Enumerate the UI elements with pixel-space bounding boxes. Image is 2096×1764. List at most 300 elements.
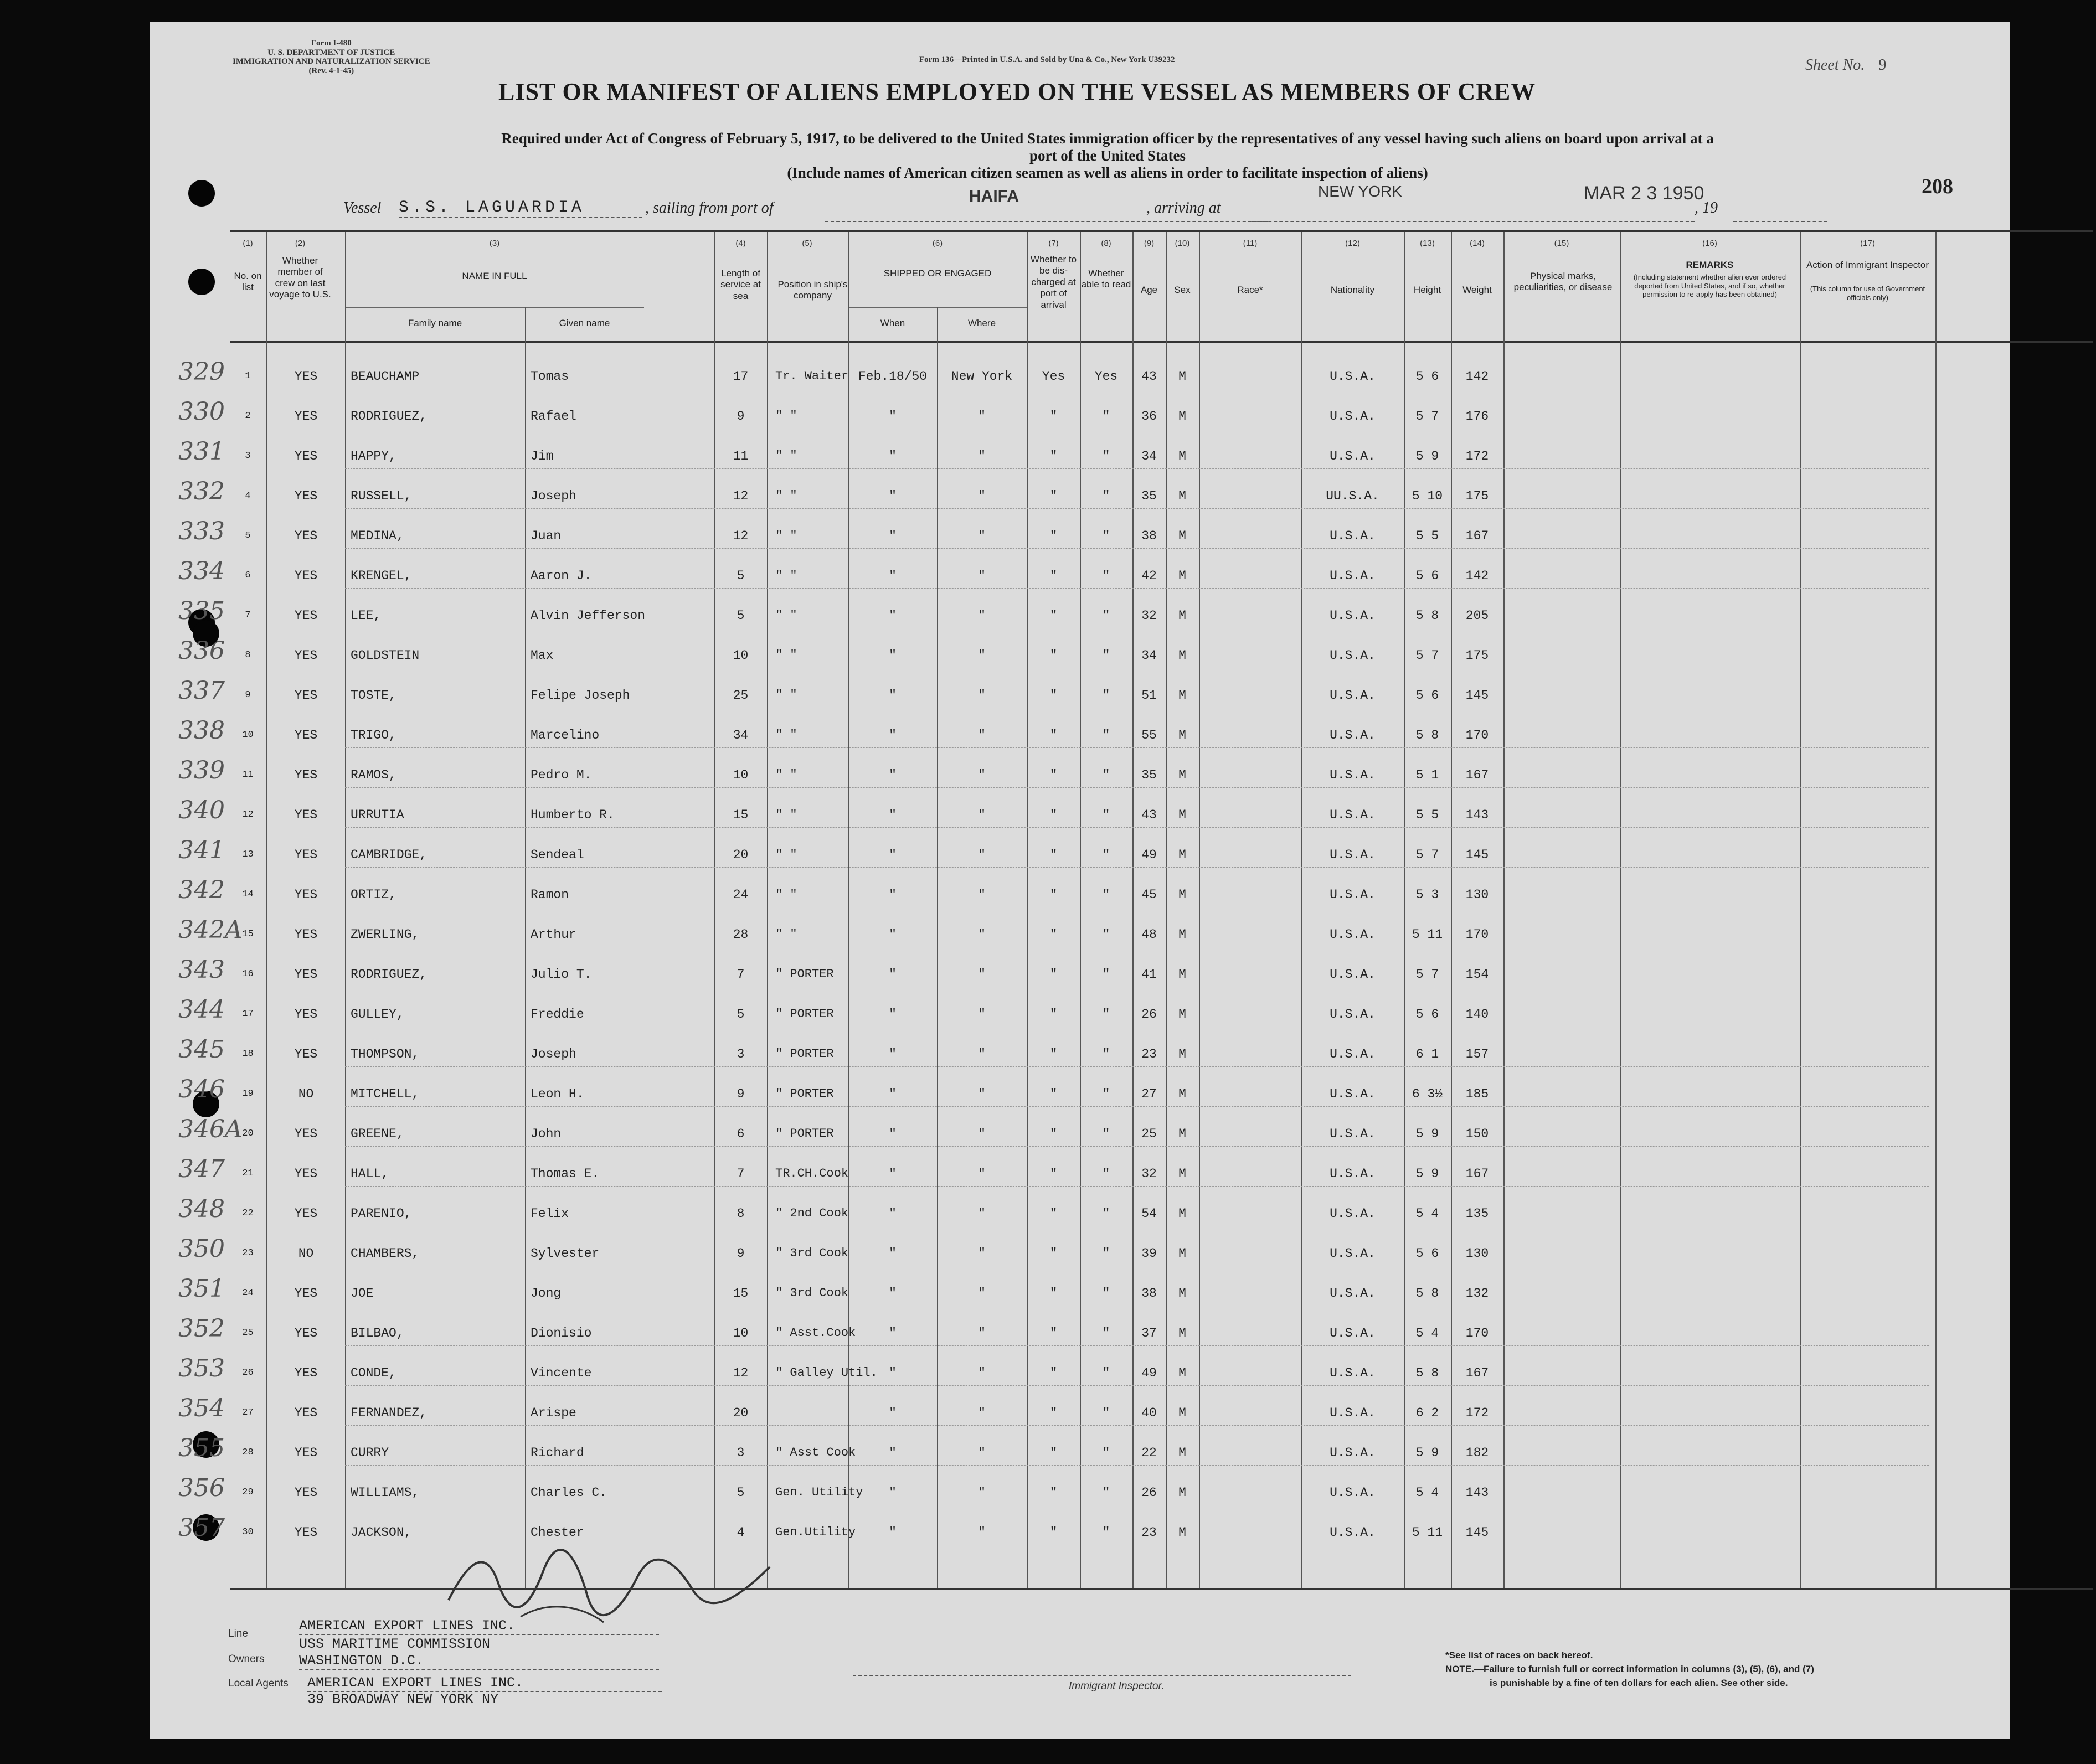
cell-family: HALL, bbox=[351, 1167, 389, 1181]
cell-where: " bbox=[978, 489, 986, 503]
subtitle-line-2: port of the United States bbox=[1029, 147, 1186, 164]
cell-when: " bbox=[889, 1406, 897, 1420]
cell-where: " bbox=[978, 1007, 986, 1022]
cell-age: 42 bbox=[1141, 569, 1157, 583]
cell-position: " PORTER bbox=[775, 967, 834, 981]
year-underline bbox=[1733, 202, 1827, 222]
col-num-5: (5) bbox=[802, 239, 812, 248]
cell-service: 7 bbox=[737, 967, 745, 982]
cell-nat: U.S.A. bbox=[1330, 768, 1376, 782]
cell-nat: U.S.A. bbox=[1330, 967, 1376, 982]
cell-disch: " bbox=[1049, 967, 1058, 982]
agents-value-1: AMERICAN EXPORT LINES INC. bbox=[307, 1675, 662, 1692]
handwritten-ref-number: 336 bbox=[178, 637, 225, 665]
subtitle-line-1: Required under Act of Congress of February 5, 1917, to be delivered to the United States immigration officer by the representatives of any vessel having such aliens on board upon arrival at a bbox=[501, 130, 1714, 147]
cell-sex: M bbox=[1178, 1406, 1186, 1420]
cell-given: Rafael bbox=[531, 409, 576, 424]
cell-crew: YES bbox=[294, 967, 318, 982]
cell-when: " bbox=[889, 1047, 897, 1061]
cell-when: " bbox=[889, 569, 897, 583]
cell-position: " " bbox=[775, 927, 797, 941]
cell-nat: U.S.A. bbox=[1330, 1127, 1376, 1141]
port-of-departure: HAIFA bbox=[969, 187, 1019, 205]
cell-disch: " bbox=[1049, 409, 1058, 424]
cell-family: KRENGEL, bbox=[351, 569, 412, 583]
cell-when: " bbox=[889, 768, 897, 782]
cell-given: Arispe bbox=[531, 1406, 576, 1420]
cell-given: Charles C. bbox=[531, 1486, 607, 1500]
cell-given: Felix bbox=[531, 1206, 569, 1221]
handwritten-ref-number: 343 bbox=[178, 956, 225, 984]
cell-age: 43 bbox=[1141, 808, 1157, 822]
cell-family: RODRIGUEZ, bbox=[351, 967, 428, 982]
agents-label: Local Agents bbox=[228, 1678, 289, 1689]
col-header-remarks-detail: (Including statement whether alien ever ordered deported from United States, and if so, whether permission to re-apply has been obtained) bbox=[1633, 273, 1786, 299]
penalty-note-1: NOTE.—Failure to furnish full or correct information in columns (3), (5), (6), and (7) bbox=[1445, 1664, 1814, 1674]
handwritten-ref-number: 344 bbox=[178, 996, 225, 1024]
cell-read: " bbox=[1102, 1286, 1110, 1301]
cell-sex: M bbox=[1178, 888, 1186, 902]
cell-family: ZWERLING, bbox=[351, 927, 420, 942]
cell-read: " bbox=[1102, 688, 1110, 703]
cell-position: Gen.Utility bbox=[775, 1525, 856, 1539]
table-row bbox=[230, 516, 2093, 556]
handwritten-ref-number: 332 bbox=[178, 477, 225, 506]
table-row bbox=[230, 636, 2093, 675]
cell-disch: " bbox=[1049, 529, 1058, 543]
cell-crew: YES bbox=[294, 409, 318, 424]
cell-sex: M bbox=[1178, 1525, 1186, 1540]
cell-disch: " bbox=[1049, 688, 1058, 703]
cell-age: 26 bbox=[1141, 1486, 1157, 1500]
col-header-shipped: SHIPPED OR ENGAGED bbox=[883, 268, 992, 278]
line-value: AMERICAN EXPORT LINES INC. bbox=[299, 1618, 659, 1635]
cell-weight: 142 bbox=[1465, 569, 1489, 583]
handwritten-ref-number: 353 bbox=[178, 1354, 225, 1383]
col-header-position: Position in ship's company bbox=[777, 279, 848, 301]
cell-family: GOLDSTEIN bbox=[351, 648, 420, 663]
col-num-1: (1) bbox=[243, 239, 253, 248]
cell-read: " bbox=[1102, 1206, 1110, 1221]
cell-crew: YES bbox=[294, 808, 318, 822]
row-rule bbox=[345, 1106, 1929, 1107]
cell-age: 39 bbox=[1141, 1246, 1157, 1261]
cell-read: " bbox=[1102, 1127, 1110, 1141]
cell-crew: YES bbox=[294, 848, 318, 862]
cell-disch: " bbox=[1049, 1326, 1058, 1340]
cell-read: " bbox=[1102, 449, 1110, 463]
cell-where: " bbox=[978, 1326, 986, 1340]
cell-read: " bbox=[1102, 1406, 1110, 1420]
cell-nat: U.S.A. bbox=[1330, 369, 1376, 384]
cell-age: 34 bbox=[1141, 648, 1157, 663]
col-num-8: (8) bbox=[1101, 239, 1111, 248]
inspector-label: Immigrant Inspector. bbox=[1069, 1680, 1165, 1692]
cell-weight: 170 bbox=[1465, 728, 1489, 742]
sheet-number bbox=[1805, 56, 1908, 74]
cell-height: 5 6 bbox=[1415, 569, 1439, 583]
cell-position: " " bbox=[775, 848, 797, 862]
cell-where: " bbox=[978, 1246, 986, 1261]
cell-age: 26 bbox=[1141, 1007, 1157, 1022]
table-row bbox=[230, 1273, 2093, 1313]
handwritten-ref-number: 351 bbox=[178, 1275, 225, 1303]
cell-position bbox=[775, 1393, 848, 1433]
cell-disch: " bbox=[1049, 1486, 1058, 1500]
cell-read: " bbox=[1102, 728, 1110, 742]
handwritten-ref-number: 331 bbox=[178, 437, 225, 466]
row-rule bbox=[345, 827, 1929, 828]
cell-family: ORTIZ, bbox=[351, 888, 396, 902]
col-num-7: (7) bbox=[1048, 239, 1059, 248]
cell-height: 5 7 bbox=[1415, 409, 1439, 424]
cell-weight: 140 bbox=[1465, 1007, 1489, 1022]
cell-height: 5 11 bbox=[1412, 927, 1443, 942]
col-num-6: (6) bbox=[932, 239, 943, 248]
cell-when: " bbox=[889, 1486, 897, 1500]
table-row bbox=[230, 1194, 2093, 1234]
cell-nat: U.S.A. bbox=[1330, 608, 1376, 623]
cell-where: " bbox=[978, 808, 986, 822]
cell-read: " bbox=[1102, 1246, 1110, 1261]
cell-when: " bbox=[889, 888, 897, 902]
cell-nat: U.S.A. bbox=[1330, 1167, 1376, 1181]
col-header-crew-last-voyage: Whether member of crew on last voyage to U.S. bbox=[269, 255, 331, 300]
cell-position: " " bbox=[775, 608, 797, 622]
table-row bbox=[230, 994, 2093, 1034]
table-row bbox=[230, 835, 2093, 875]
cell-height: 5 1 bbox=[1415, 768, 1439, 782]
col-num-12: (12) bbox=[1345, 239, 1360, 248]
cell-age: 41 bbox=[1141, 967, 1157, 982]
cell-where: " bbox=[978, 1366, 986, 1380]
cell-given: Pedro M. bbox=[531, 768, 592, 782]
cell-sex: M bbox=[1178, 728, 1186, 742]
cell-weight: 143 bbox=[1465, 1486, 1489, 1500]
cell-no: 25 bbox=[242, 1328, 254, 1338]
cell-given: Vincente bbox=[531, 1366, 592, 1380]
table-row bbox=[230, 596, 2093, 636]
cell-sex: M bbox=[1178, 1446, 1186, 1460]
cell-when: " bbox=[889, 489, 897, 503]
table-row bbox=[230, 1114, 2093, 1154]
handwritten-ref-number: 333 bbox=[178, 517, 225, 545]
cell-sex: M bbox=[1178, 608, 1186, 623]
cell-service: 5 bbox=[737, 608, 745, 623]
cell-where: " bbox=[978, 728, 986, 742]
cell-sex: M bbox=[1178, 449, 1186, 463]
cell-no: 7 bbox=[245, 610, 251, 621]
col-header-remarks: REMARKS bbox=[1686, 260, 1734, 270]
cell-where: " bbox=[978, 1047, 986, 1061]
cell-crew: YES bbox=[294, 369, 318, 384]
cell-disch: " bbox=[1049, 608, 1058, 623]
cell-position: " " bbox=[775, 808, 797, 822]
cell-family: URRUTIA bbox=[351, 808, 404, 822]
handwritten-ref-number: 339 bbox=[178, 756, 225, 785]
cell-when: " bbox=[889, 967, 897, 982]
cell-when: " bbox=[889, 1167, 897, 1181]
cell-no: 23 bbox=[242, 1248, 254, 1258]
cell-given: Sendeal bbox=[531, 848, 584, 862]
arrival-date: MAR 2 3 1950 bbox=[1584, 183, 1704, 204]
handwritten-ref-number: 334 bbox=[178, 557, 225, 585]
cell-nat: U.S.A. bbox=[1330, 1286, 1376, 1301]
cell-service: 12 bbox=[733, 1366, 749, 1380]
owners-value-2: WASHINGTON D.C. bbox=[299, 1653, 659, 1670]
cell-family: HAPPY, bbox=[351, 449, 396, 463]
handwritten-ref-number: 348 bbox=[178, 1195, 225, 1223]
cell-read: " bbox=[1102, 888, 1110, 902]
cell-age: 49 bbox=[1141, 1366, 1157, 1380]
cell-read: " bbox=[1102, 1047, 1110, 1061]
cell-service: 9 bbox=[737, 1246, 745, 1261]
cell-no: 12 bbox=[242, 809, 254, 820]
cell-where: " bbox=[978, 927, 986, 942]
cell-sex: M bbox=[1178, 848, 1186, 862]
cell-where: " bbox=[978, 1446, 986, 1460]
table-row bbox=[230, 755, 2093, 795]
cell-crew: YES bbox=[294, 1167, 318, 1181]
cell-weight: 145 bbox=[1465, 688, 1489, 703]
cell-age: 48 bbox=[1141, 927, 1157, 942]
cell-family: LEE, bbox=[351, 608, 382, 623]
cell-given: Marcelino bbox=[531, 728, 600, 742]
row-rule bbox=[345, 1465, 1929, 1466]
handwritten-ref-number: 330 bbox=[178, 398, 225, 426]
cell-when: " bbox=[889, 1007, 897, 1022]
cell-read: " bbox=[1102, 1007, 1110, 1022]
cell-height: 5 3 bbox=[1415, 888, 1439, 902]
col-header-inspector: Action of Immigrant Inspector bbox=[1806, 260, 1929, 270]
row-rule bbox=[345, 1186, 1929, 1187]
page-title: LIST OR MANIFEST OF ALIENS EMPLOYED ON THE VESSEL AS MEMBERS OF CREW bbox=[498, 78, 1536, 105]
cell-crew: YES bbox=[294, 529, 318, 543]
cell-family: JACKSON, bbox=[351, 1525, 412, 1540]
cell-when: " bbox=[889, 1326, 897, 1340]
cell-service: 12 bbox=[733, 489, 749, 503]
cell-service: 10 bbox=[733, 1326, 749, 1340]
cell-read: " bbox=[1102, 1326, 1110, 1340]
cell-given: Alvin Jefferson bbox=[531, 608, 646, 623]
cell-nat: U.S.A. bbox=[1330, 529, 1376, 543]
cell-position: " Asst.Cook bbox=[775, 1326, 856, 1340]
col-num-9: (9) bbox=[1144, 239, 1155, 248]
cell-position: " Galley Util. bbox=[775, 1366, 878, 1380]
cell-given: Max bbox=[531, 648, 554, 663]
cell-service: 8 bbox=[737, 1206, 745, 1221]
cell-read: " bbox=[1102, 1167, 1110, 1181]
cell-where: " bbox=[978, 648, 986, 663]
col-header-given-name: Given name bbox=[559, 318, 610, 328]
cell-nat: U.S.A. bbox=[1330, 1047, 1376, 1061]
col-num-15: (15) bbox=[1554, 239, 1569, 248]
cell-weight: 205 bbox=[1465, 608, 1489, 623]
cell-disch: " bbox=[1049, 1047, 1058, 1061]
cell-height: 5 8 bbox=[1415, 1366, 1439, 1380]
cell-position: " " bbox=[775, 648, 797, 662]
cell-where: " bbox=[978, 1087, 986, 1101]
cell-given: Freddie bbox=[531, 1007, 584, 1022]
row-rule bbox=[345, 1066, 1929, 1067]
cell-no: 10 bbox=[242, 730, 254, 740]
cell-service: 25 bbox=[733, 688, 749, 703]
cell-read: " bbox=[1102, 1525, 1110, 1540]
handwritten-ref-number: 346 bbox=[178, 1075, 225, 1103]
cell-position: " PORTER bbox=[775, 1047, 834, 1061]
cell-no: 26 bbox=[242, 1368, 254, 1378]
row-rule bbox=[345, 1425, 1929, 1426]
cell-crew: YES bbox=[294, 569, 318, 583]
cell-sex: M bbox=[1178, 1366, 1186, 1380]
cell-position: " " bbox=[775, 569, 797, 582]
cell-nat: U.S.A. bbox=[1330, 848, 1376, 862]
handwritten-ref-number: 356 bbox=[178, 1474, 225, 1502]
cell-weight: 167 bbox=[1465, 529, 1489, 543]
cell-disch: " bbox=[1049, 848, 1058, 862]
cell-given: Arthur bbox=[531, 927, 576, 942]
cell-crew: YES bbox=[294, 608, 318, 623]
cell-height: 6 2 bbox=[1415, 1406, 1439, 1420]
cell-where: " bbox=[978, 449, 986, 463]
cell-weight: 172 bbox=[1465, 449, 1489, 463]
cell-age: 27 bbox=[1141, 1087, 1157, 1101]
cell-given: Juan bbox=[531, 529, 562, 543]
cell-height: 5 5 bbox=[1415, 808, 1439, 822]
cell-height: 6 1 bbox=[1415, 1047, 1439, 1061]
row-rule bbox=[345, 588, 1929, 589]
handwritten-ref-number: 329 bbox=[178, 358, 225, 386]
col-header-name: NAME IN FULL bbox=[462, 271, 527, 281]
handwritten-ref-number: 350 bbox=[178, 1235, 225, 1263]
cell-when: " bbox=[889, 1087, 897, 1101]
cell-family: THOMPSON, bbox=[351, 1047, 420, 1061]
cell-read: " bbox=[1102, 1087, 1110, 1101]
cell-read: " bbox=[1102, 848, 1110, 862]
cell-service: 3 bbox=[737, 1446, 745, 1460]
table-row bbox=[230, 1313, 2093, 1353]
cell-sex: M bbox=[1178, 808, 1186, 822]
cell-weight: 145 bbox=[1465, 848, 1489, 862]
table-row bbox=[230, 675, 2093, 715]
col-num-10: (10) bbox=[1175, 239, 1190, 248]
col-header-where: Where bbox=[967, 318, 996, 328]
cell-age: 55 bbox=[1141, 728, 1157, 742]
cell-family: CHAMBERS, bbox=[351, 1246, 420, 1261]
crew-table bbox=[230, 230, 2093, 1590]
cell-weight: 143 bbox=[1465, 808, 1489, 822]
cell-where: " bbox=[978, 848, 986, 862]
department: U. S. DEPARTMENT OF JUSTICE bbox=[267, 48, 395, 57]
table-row bbox=[230, 1234, 2093, 1273]
col-header-sex: Sex bbox=[1174, 285, 1191, 295]
cell-crew: YES bbox=[294, 888, 318, 902]
cell-disch: " bbox=[1049, 1525, 1058, 1540]
sheet-value: 9 bbox=[1875, 56, 1908, 74]
cell-crew: YES bbox=[294, 1047, 318, 1061]
printer-line: Form 136—Printed in U.S.A. and Sold by Una & Co., New York U39232 bbox=[919, 55, 1175, 64]
handwritten-ref-number: 354 bbox=[178, 1394, 225, 1422]
cell-no: 28 bbox=[242, 1447, 254, 1458]
cell-height: 5 6 bbox=[1415, 369, 1439, 384]
cell-no: 8 bbox=[245, 650, 251, 661]
cell-no: 27 bbox=[242, 1407, 254, 1418]
cell-when: " bbox=[889, 409, 897, 424]
cell-sex: M bbox=[1178, 967, 1186, 982]
col-header-age: Age bbox=[1140, 285, 1158, 295]
table-row bbox=[230, 1473, 2093, 1513]
cell-weight: 135 bbox=[1465, 1206, 1489, 1221]
cell-no: 16 bbox=[242, 969, 254, 979]
cell-service: 20 bbox=[733, 848, 749, 862]
cell-position: " " bbox=[775, 409, 797, 423]
cell-read: " bbox=[1102, 489, 1110, 503]
cell-no: 21 bbox=[242, 1168, 254, 1179]
cell-nat: U.S.A. bbox=[1330, 409, 1376, 424]
cell-service: 34 bbox=[733, 728, 749, 742]
cell-no: 4 bbox=[245, 491, 251, 501]
cell-nat: U.S.A. bbox=[1330, 1366, 1376, 1380]
cell-age: 38 bbox=[1141, 529, 1157, 543]
cell-position: " " bbox=[775, 449, 797, 463]
cell-sex: M bbox=[1178, 688, 1186, 703]
cell-age: 54 bbox=[1141, 1206, 1157, 1221]
cell-age: 37 bbox=[1141, 1326, 1157, 1340]
cell-position: Gen. Utility bbox=[775, 1486, 863, 1499]
cell-nat: U.S.A. bbox=[1330, 728, 1376, 742]
cell-no: 13 bbox=[242, 849, 254, 860]
cell-read: " bbox=[1102, 808, 1110, 822]
cell-service: 5 bbox=[737, 569, 745, 583]
cell-given: Tomas bbox=[531, 369, 569, 384]
name-subheader-rule bbox=[345, 307, 644, 308]
cell-nat: U.S.A. bbox=[1330, 1525, 1376, 1540]
cell-nat: U.S.A. bbox=[1330, 927, 1376, 942]
cell-crew: YES bbox=[294, 648, 318, 663]
cell-height: 5 7 bbox=[1415, 648, 1439, 663]
cell-given: Dionisio bbox=[531, 1326, 592, 1340]
cell-read: " bbox=[1102, 967, 1110, 982]
form-identifier bbox=[233, 39, 430, 75]
cell-read: " bbox=[1102, 648, 1110, 663]
cell-disch: " bbox=[1049, 728, 1058, 742]
cell-crew: NO bbox=[298, 1087, 314, 1101]
cell-age: 32 bbox=[1141, 1167, 1157, 1181]
cell-crew: YES bbox=[294, 1486, 318, 1500]
cell-disch: " bbox=[1049, 1087, 1058, 1101]
cell-no: 3 bbox=[245, 451, 251, 461]
revision: (Rev. 4-1-45) bbox=[308, 66, 354, 75]
cell-sex: M bbox=[1178, 489, 1186, 503]
cell-no: 29 bbox=[242, 1487, 254, 1498]
cell-no: 1 bbox=[245, 371, 251, 381]
cell-weight: 130 bbox=[1465, 888, 1489, 902]
cell-given: Julio T. bbox=[531, 967, 592, 982]
header-rule bbox=[230, 341, 2093, 343]
cell-height: 5 8 bbox=[1415, 1286, 1439, 1301]
cell-family: CONDE, bbox=[351, 1366, 396, 1380]
col-num-2: (2) bbox=[295, 239, 306, 248]
cell-given: Leon H. bbox=[531, 1087, 584, 1101]
cell-height: 5 6 bbox=[1415, 688, 1439, 703]
cell-given: Joseph bbox=[531, 489, 576, 503]
cell-service: 3 bbox=[737, 1047, 745, 1061]
cell-position: " " bbox=[775, 529, 797, 543]
cell-weight: 175 bbox=[1465, 489, 1489, 503]
cell-height: 5 8 bbox=[1415, 728, 1439, 742]
cell-disch: " bbox=[1049, 569, 1058, 583]
cell-service: 10 bbox=[733, 768, 749, 782]
